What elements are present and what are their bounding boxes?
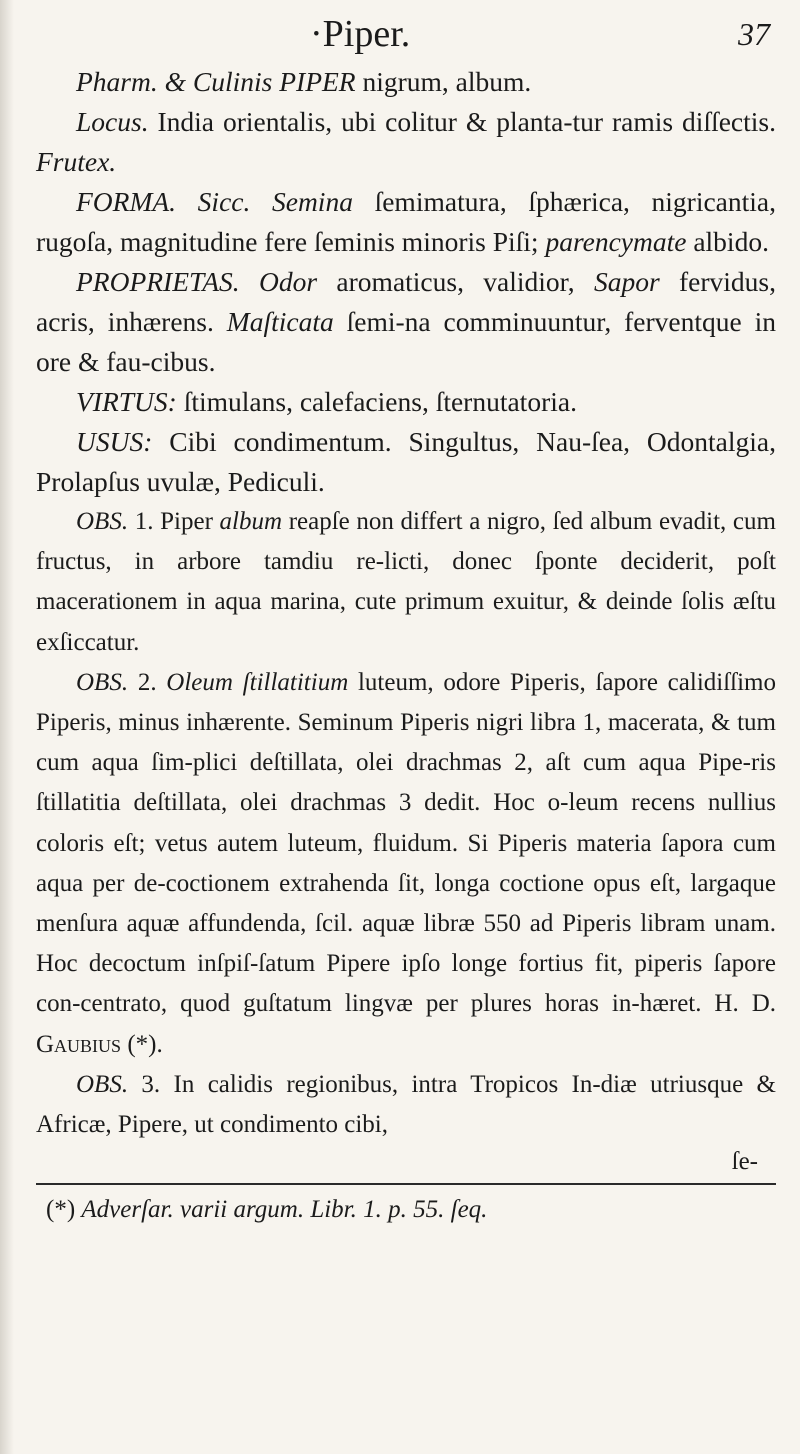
text-aromaticus: aromaticus, validior, xyxy=(317,266,594,297)
heading-virtus: VIRTUS: xyxy=(76,386,177,417)
text-gaubius: Gaubius xyxy=(36,1030,122,1058)
text-albido: albido. xyxy=(686,226,769,257)
observation-1 xyxy=(36,502,776,663)
paragraph-usus xyxy=(36,422,776,502)
text-frutex: Frutex. xyxy=(36,146,117,177)
text-culinis: Culinis xyxy=(192,66,273,97)
observation-3 xyxy=(36,1065,776,1145)
text-nigrum-album: nigrum, album. xyxy=(355,66,532,97)
heading-obs-1: OBS. xyxy=(76,508,129,535)
text-usus: Cibi condimentum. Singultus, Nau-ſea, Odontalgia, Prolapſus uvulæ, Pediculi. xyxy=(36,426,776,497)
text-virtus: ſtimulans, calefaciens, ſternutatoria. xyxy=(176,386,577,417)
heading-obs-2: OBS. xyxy=(76,668,129,696)
page-header xyxy=(0,8,800,64)
paragraph-title xyxy=(36,62,776,102)
text-obs-2-body: luteum, odore Piperis, ſapore calidiſſimo Piperis, minus inhærente. Seminum Piperis nigri libra 1, macerata, & tum cum aqua ſim-plici deſtillata, olei drachmas 2, aſt cum aqua Pipe-ris ſtillatitia deſtillata, olei drachmas 3 dedit. Hoc o-leum recens nullius coloris eſt; vetus autem luteum, fluidum. Si Piperis materia ſapora cum aqua per de-coctionem extrahenda ſit, longa coctione opus eſt, largaque menſura aquæ affundenda, ſcil. aquæ libræ 550 ad Piperis libram unam. Hoc decoctum inſpiſ-ſatum Pipere ipſo longe fortius fit, piperis ſapore con-centrato, quod guſtatum lingvæ per plures horas in-hæret. H. D. xyxy=(36,668,776,1018)
text-sapor: Sapor xyxy=(593,266,660,297)
page-number: 37 xyxy=(738,16,770,52)
text-locus: India orientalis, ubi colitur & planta-tur ramis diſſectis. xyxy=(148,106,776,137)
text-obs-1-body: reapſe non differt a nigro, ſed album evadit, cum fructus, in arbore tamdiu re-licti, donec ſponte deciderit, poſt macerationem in aqua marina, cute primum exuitur, & deinde ſolis æſtu exſiccatur. xyxy=(36,508,776,656)
paragraph-virtus xyxy=(36,382,776,422)
text-masticata: Maſticata xyxy=(226,306,334,337)
page-edge-shadow xyxy=(0,0,14,1454)
observation-2 xyxy=(36,663,776,1065)
paragraph-forma xyxy=(36,182,776,262)
text-ampersand: & xyxy=(157,66,193,97)
catchword: ſe- xyxy=(731,1148,758,1176)
heading-obs-3: OBS. xyxy=(76,1070,129,1098)
text-fervidus: fervidus, acris, inhærens. xyxy=(36,266,776,337)
text-forma: ſemimatura, ſphærica, nigricantia, rugoſa, magnitudine fere ſeminis minoris Piſi; xyxy=(36,186,776,257)
text-obs-2-intro: 2. xyxy=(128,668,167,696)
paragraph-locus xyxy=(36,102,776,182)
text-obs-1-intro: 1. Piper xyxy=(128,508,220,535)
text-oleum-stillatitium: Oleum ſtillatitium xyxy=(166,668,349,696)
heading-locus: Locus. xyxy=(76,106,149,137)
paragraph-proprietas xyxy=(36,262,776,382)
text-seminacomminuuntur: ſemi-na comminuuntur, ferventque in ore & fau-cibus. xyxy=(36,306,776,377)
text-piper: PIPER xyxy=(272,66,356,97)
footnote-marker: (*) xyxy=(46,1196,82,1224)
text-pharm: Pharm. xyxy=(76,66,158,97)
footnote xyxy=(36,1193,776,1227)
text-parencymate: parencymate xyxy=(545,226,687,257)
heading-usus: USUS: xyxy=(76,426,153,457)
text-album: album xyxy=(219,508,283,535)
footnote-text: Adverſar. varii argum. Libr. 1. p. 55. ſeq. xyxy=(81,1196,488,1224)
heading-forma: FORMA. Sicc. Semina xyxy=(76,186,353,217)
footnote-rule xyxy=(36,1183,776,1185)
heading-proprietas: PROPRIETAS. Odor xyxy=(76,266,318,297)
text-footnote-ref: (*). xyxy=(121,1030,163,1058)
running-head: ·Piper. xyxy=(310,13,411,55)
page-body xyxy=(36,62,776,1227)
text-obs-3-body: 3. In calidis regionibus, intra Tropicos In-diæ utriusque & Africæ, Pipere, ut condimento cibi, xyxy=(36,1070,776,1139)
